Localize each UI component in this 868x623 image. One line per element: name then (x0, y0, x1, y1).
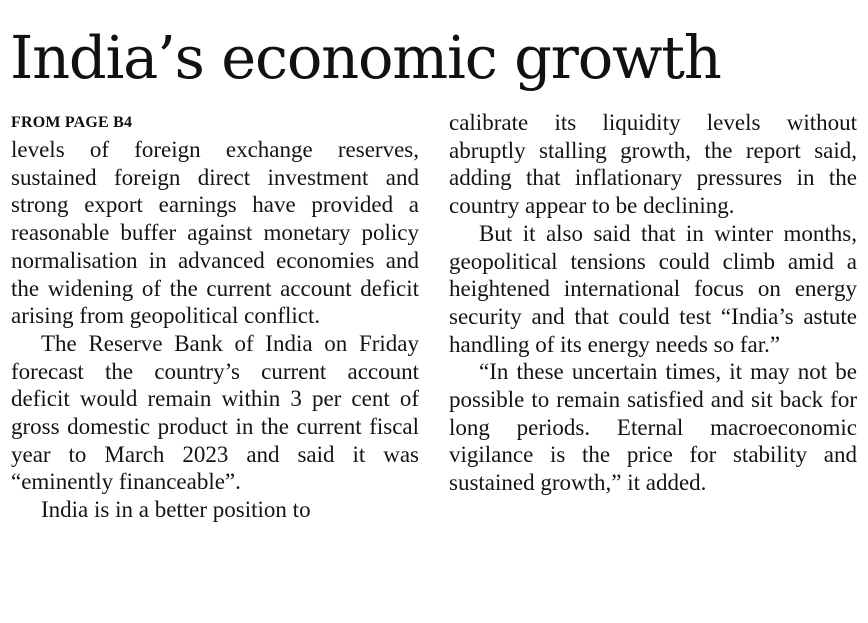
paragraph: levels of foreign exchange reserves, sustained foreign direct investment and strong export earnings have provided a reasonable buffer against monetary policy normalisation in advanced economies and the widening of the current account deficit arising from geopolitical conflict. (11, 137, 419, 329)
paragraph: calibrate its liquidity levels without abruptly stalling growth, the report said, adding that inflationary pressures in the country appear to be declining. (449, 110, 857, 219)
paragraph: But it also said that in winter months, geopolitical tensions could climb amid a heightened international focus on energy security and that could test “India’s astute handling of its energy needs so far.” (449, 220, 857, 357)
paragraph: The Reserve Bank of India on Friday forecast the country’s current account deficit would remain within 3 per cent of gross domestic product in the current fiscal year to March 2023 and said it was “eminently financeable”. (11, 330, 419, 495)
paragraph: India is in a better position to (41, 497, 311, 523)
article-column-left (11, 109, 419, 524)
continuation-kicker: FROM PAGE B4 (11, 114, 133, 131)
headline: India’s economic growth (10, 23, 721, 92)
article-column-right (449, 109, 857, 497)
paragraph: “In these uncertain times, it may not be possible to remain satisfied and sit back for long periods. Eternal macroeconomic vigilance is the price for stability and sustained growth,” it added. (449, 359, 857, 496)
